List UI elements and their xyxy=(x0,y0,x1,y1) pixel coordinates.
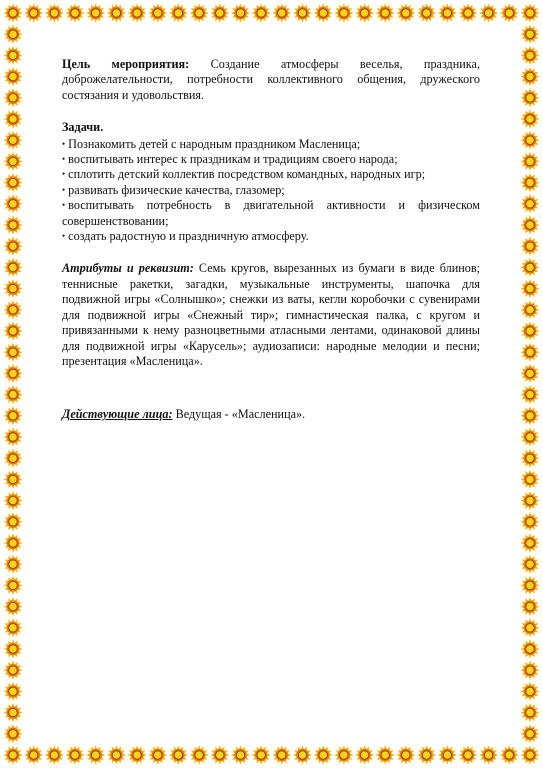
task-text: сплотить детский коллектив посредством командных, народных игр; xyxy=(68,167,426,182)
sun-flower-icon xyxy=(24,746,43,765)
sun-flower-icon xyxy=(4,300,23,319)
sun-flower-icon xyxy=(521,491,540,510)
persons-label: Действующие лица: xyxy=(62,407,173,422)
list-item xyxy=(62,167,480,182)
sun-flower-icon xyxy=(66,746,85,765)
sun-flower-icon xyxy=(521,110,540,129)
sun-flower-icon xyxy=(4,279,23,298)
sun-flower-icon xyxy=(4,385,23,404)
sun-flower-icon xyxy=(521,428,540,447)
sun-flower-icon xyxy=(4,237,23,256)
sun-flower-icon xyxy=(252,4,271,23)
sun-flower-icon xyxy=(107,746,126,765)
sun-flower-icon xyxy=(376,4,395,23)
sun-flower-icon xyxy=(417,4,436,23)
sun-flower-icon xyxy=(521,449,540,468)
sun-flower-icon xyxy=(521,618,540,637)
sun-flower-icon xyxy=(521,682,540,701)
sun-flower-icon xyxy=(521,703,540,722)
sun-flower-icon xyxy=(4,746,23,765)
sun-flower-icon xyxy=(272,746,291,765)
attributes-label: Атрибуты и реквизит: xyxy=(62,261,194,276)
sun-flower-icon xyxy=(4,682,23,701)
sun-flower-icon xyxy=(521,746,540,765)
sun-flower-icon xyxy=(4,25,23,44)
sun-flower-icon xyxy=(479,4,498,23)
document-content xyxy=(62,57,480,423)
sun-flower-icon xyxy=(4,131,23,150)
sun-flower-icon xyxy=(521,640,540,659)
goal-text: Создание атмосферы веселья, праздника, доброжелательности, потребности коллективного общения, дружеского состязания и удовольствия. xyxy=(62,57,480,102)
sun-flower-icon xyxy=(210,746,229,765)
sun-flower-icon xyxy=(521,279,540,298)
sun-flower-icon xyxy=(86,746,105,765)
sun-flower-icon xyxy=(521,173,540,192)
sun-flower-icon xyxy=(521,152,540,171)
sun-flower-icon xyxy=(272,4,291,23)
sun-flower-icon xyxy=(4,724,23,743)
sun-flower-icon xyxy=(396,4,415,23)
sun-flower-icon xyxy=(500,746,519,765)
sun-flower-icon xyxy=(4,555,23,574)
sun-flower-icon xyxy=(4,406,23,425)
bullet-icon: • xyxy=(62,231,66,242)
tasks-list xyxy=(62,137,480,245)
sun-flower-icon xyxy=(4,152,23,171)
sun-flower-icon xyxy=(4,88,23,107)
sun-flower-icon xyxy=(521,131,540,150)
sun-flower-icon xyxy=(521,237,540,256)
sun-flower-icon xyxy=(417,746,436,765)
sun-flower-icon xyxy=(4,449,23,468)
sun-flower-icon xyxy=(521,194,540,213)
sun-flower-icon xyxy=(45,746,64,765)
sun-flower-icon xyxy=(438,746,457,765)
list-item xyxy=(62,152,480,167)
sun-flower-icon xyxy=(169,746,188,765)
sun-flower-icon xyxy=(314,746,333,765)
sun-flower-icon xyxy=(293,4,312,23)
sun-flower-icon xyxy=(4,661,23,680)
bullet-icon: • xyxy=(62,138,66,149)
tasks-heading: Задачи. xyxy=(62,120,104,135)
sun-flower-icon xyxy=(4,470,23,489)
list-item xyxy=(62,137,480,152)
sun-flower-icon xyxy=(252,746,271,765)
sun-flower-icon xyxy=(231,746,250,765)
sun-flower-icon xyxy=(521,555,540,574)
sun-flower-icon xyxy=(4,4,23,23)
sun-flower-icon xyxy=(169,4,188,23)
list-item xyxy=(62,229,480,244)
sun-flower-icon xyxy=(521,25,540,44)
sun-flower-icon xyxy=(521,406,540,425)
sun-flower-icon xyxy=(479,746,498,765)
sun-flower-icon xyxy=(107,4,126,23)
sun-flower-icon xyxy=(190,4,209,23)
sun-flower-icon xyxy=(521,512,540,531)
sun-flower-icon xyxy=(66,4,85,23)
sun-flower-icon xyxy=(148,4,167,23)
sun-flower-icon xyxy=(4,597,23,616)
sun-flower-icon xyxy=(521,724,540,743)
sun-flower-icon xyxy=(4,110,23,129)
attributes-text: Семь кругов, вырезанных из бумаги в виде блинов; теннисные ракетки, загадки, музыкальные инструменты, шапочка для подвижной игры «Солнышко»; снежки из ваты, кегли коробочки с сувенирами для подвижной игры «Снежный тир»; гимнастическая палка, с кругом и привязанными к нему разноцветными атласными лентами, одинаковой длины для подвижной игры «Карусель»; аудиозаписи: народные мелодии и песни; презентация «Масленица». xyxy=(62,261,480,368)
sun-flower-icon xyxy=(45,4,64,23)
sun-flower-icon xyxy=(438,4,457,23)
sun-flower-icon xyxy=(521,534,540,553)
sun-flower-icon xyxy=(4,576,23,595)
sun-flower-icon xyxy=(210,4,229,23)
task-text: воспитывать интерес к праздникам и традициям своего народа; xyxy=(68,152,398,167)
bullet-icon: • xyxy=(62,154,66,165)
sun-flower-icon xyxy=(521,343,540,362)
sun-flower-icon xyxy=(459,4,478,23)
sun-flower-icon xyxy=(521,258,540,277)
sun-flower-icon xyxy=(4,618,23,637)
sun-flower-icon xyxy=(4,512,23,531)
sun-flower-icon xyxy=(4,258,23,277)
sun-flower-icon xyxy=(521,661,540,680)
sun-flower-icon xyxy=(521,4,540,23)
sun-flower-icon xyxy=(314,4,333,23)
sun-flower-icon xyxy=(521,88,540,107)
persons-paragraph xyxy=(62,407,480,422)
sun-flower-icon xyxy=(4,343,23,362)
sun-flower-icon xyxy=(4,173,23,192)
sun-flower-icon xyxy=(521,300,540,319)
list-item xyxy=(62,183,480,198)
bullet-icon: • xyxy=(62,169,66,180)
sun-flower-icon xyxy=(4,534,23,553)
task-text: развивать физические качества, глазомер; xyxy=(68,182,285,197)
sun-flower-icon xyxy=(521,67,540,86)
sun-flower-icon xyxy=(4,428,23,447)
sun-flower-icon xyxy=(521,322,540,341)
bullet-icon: • xyxy=(62,184,66,195)
bullet-icon: • xyxy=(62,200,66,211)
sun-flower-icon xyxy=(355,746,374,765)
sun-flower-icon xyxy=(128,4,147,23)
sun-flower-icon xyxy=(334,4,353,23)
sun-flower-icon xyxy=(521,216,540,235)
sun-flower-icon xyxy=(521,46,540,65)
sun-flower-icon xyxy=(4,703,23,722)
sun-flower-icon xyxy=(459,746,478,765)
sun-flower-icon xyxy=(4,46,23,65)
sun-flower-icon xyxy=(4,194,23,213)
sun-flower-icon xyxy=(148,746,167,765)
sun-flower-icon xyxy=(376,746,395,765)
sun-flower-icon xyxy=(396,746,415,765)
sun-flower-icon xyxy=(128,746,147,765)
task-text: Познакомить детей с народным праздником Масленица; xyxy=(68,136,361,151)
sun-flower-icon xyxy=(24,4,43,23)
sun-flower-icon xyxy=(86,4,105,23)
sun-flower-icon xyxy=(231,4,250,23)
sun-flower-icon xyxy=(521,364,540,383)
sun-flower-icon xyxy=(521,470,540,489)
goal-paragraph xyxy=(62,57,480,103)
sun-flower-icon xyxy=(521,597,540,616)
sun-flower-icon xyxy=(4,67,23,86)
sun-flower-icon xyxy=(355,4,374,23)
task-text: воспитывать потребность в двигательной активности и физическом совершенствовании; xyxy=(62,198,480,228)
sun-flower-icon xyxy=(521,385,540,404)
task-text: создать радостную и праздничную атмосферу. xyxy=(68,229,309,244)
sun-flower-icon xyxy=(4,491,23,510)
sun-flower-icon xyxy=(334,746,353,765)
attributes-paragraph xyxy=(62,261,480,369)
sun-flower-icon xyxy=(4,640,23,659)
goal-label: Цель мероприятия: xyxy=(62,57,190,71)
sun-flower-icon xyxy=(4,216,23,235)
persons-text: Ведущая - «Масленица». xyxy=(172,407,306,422)
sun-flower-icon xyxy=(500,4,519,23)
sun-flower-icon xyxy=(4,364,23,383)
sun-flower-icon xyxy=(190,746,209,765)
list-item xyxy=(62,198,480,229)
sun-flower-icon xyxy=(521,576,540,595)
sun-flower-icon xyxy=(293,746,312,765)
sun-flower-icon xyxy=(4,322,23,341)
